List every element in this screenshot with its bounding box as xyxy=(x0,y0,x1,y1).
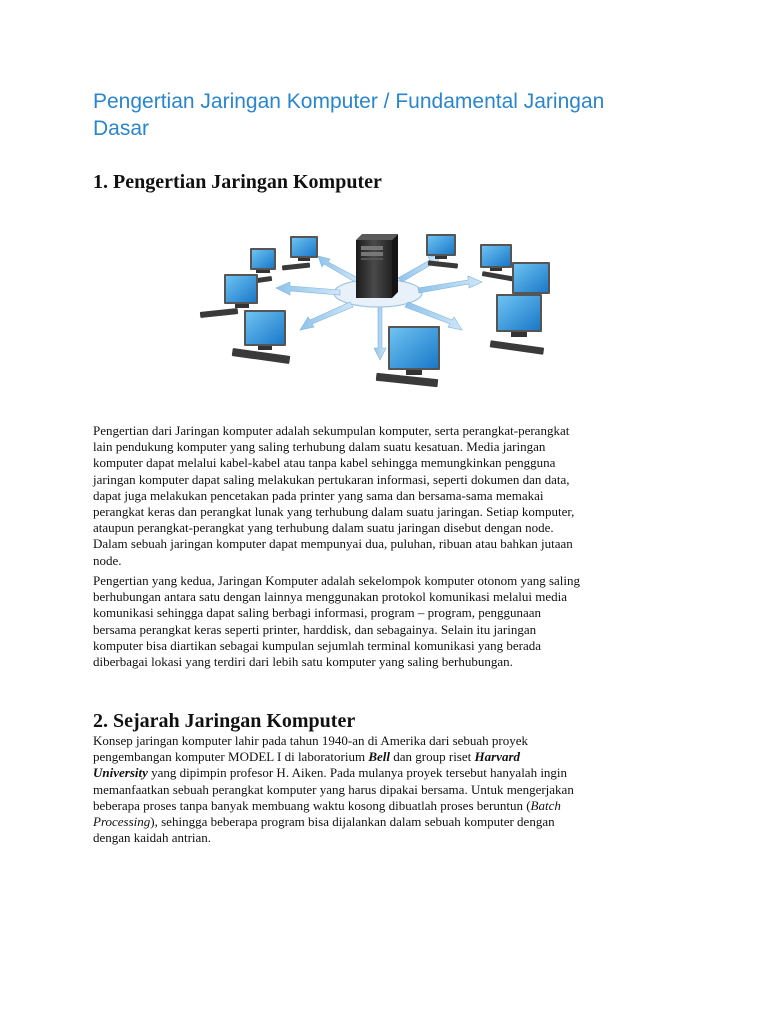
paragraph-line: jaringan komputer dapat saling melakukan pertukaran informasi, seperti dokumen dan data, xyxy=(93,471,570,487)
server-tower-icon xyxy=(356,234,398,298)
paragraph-line: Konsep jaringan komputer lahir pada tahun 1940-an di Amerika dari sebuah proyek xyxy=(93,733,529,748)
text-run: yang dipimpin profesor H. Aiken. Pada mulanya proyek tersebut hanyalah ingin xyxy=(147,765,568,781)
processing-emphasis: Processing xyxy=(93,814,151,830)
section1-paragraph-1 xyxy=(93,423,683,569)
paragraph-line: Dalam sebuah jaringan komputer dapat mempunyai dua, puluhan, ribuan atau bahkan jutaan xyxy=(93,536,573,552)
paragraph-line: node. xyxy=(93,552,122,568)
batch-emphasis: Batch xyxy=(530,797,561,813)
paragraph-line: ataupun perangkat-perangkat yang terhubung dalam suatu jaringan disebut dengan node. xyxy=(93,520,554,536)
section2-paragraph xyxy=(93,733,683,846)
section1-paragraph-2 xyxy=(93,573,683,670)
paragraph-line: diberbagai lokasi yang terdiri dari lebih satu komputer yang saling berhubungan. xyxy=(93,654,513,670)
title-line: Dasar xyxy=(93,117,150,140)
paragraph-line xyxy=(93,814,683,830)
paragraph-line: komputer dapat melalui kabel-kabel atau tanpa kabel sehingga memungkinkan pengguna xyxy=(93,455,556,471)
section-heading-pengertian: 1. Pengertian Jaringan Komputer xyxy=(93,171,382,193)
paragraph-line xyxy=(93,798,683,814)
section-heading-sejarah: 2. Sejarah Jaringan Komputer xyxy=(93,710,356,732)
text-run: dan group riset xyxy=(390,749,475,765)
paragraph-line: dapat juga melakukan pencetakan pada printer yang sama dan bersama-sama memakai xyxy=(93,487,544,503)
text-run: pengembangan komputer MODEL I di laboratorium xyxy=(93,749,369,765)
paragraph-line: Pengertian dari Jaringan komputer adalah sekumpulan komputer, serta perangkat-perangkat xyxy=(93,423,570,438)
paragraph-line: komunikasi sehingga dapat saling berbagi informasi, program – program, penggunaan xyxy=(93,605,542,621)
text-run: beberapa proses tanpa banyak membuang waktu kosong dibuatlah proses beruntun ( xyxy=(93,797,531,813)
harvard-emphasis: Harvard xyxy=(474,749,520,765)
title-line: Pengertian Jaringan Komputer / Fundamental Jaringan xyxy=(93,90,605,113)
document-title xyxy=(93,88,683,142)
paragraph-line xyxy=(93,765,683,781)
paragraph-line: dengan kaidah antrian. xyxy=(93,830,212,846)
university-emphasis: University xyxy=(93,765,148,781)
paragraph-line: lain pendukung komputer yang saling terhubung dalam suatu kesatuan. Media jaringan xyxy=(93,439,546,455)
paragraph-line: memanfaatkan sebuah perangkat komputer yang harus dipakai bersama. Untuk mengerjakan xyxy=(93,781,574,797)
paragraph-line: berhubungan antara satu dengan lainnya menggunakan protokol komunikasi melalui media xyxy=(93,589,568,605)
bell-emphasis: Bell xyxy=(368,749,391,765)
paragraph-line: Pengertian yang kedua, Jaringan Komputer adalah sekelompok komputer otonom yang saling xyxy=(93,573,581,588)
paragraph-line: bersama perangkat keras seperti printer, harddisk, dan sebagainya. Selain itu jaringan xyxy=(93,621,537,637)
paragraph-line: perangkat keras dan perangkat lunak yang terhubung dalam suatu jaringan. Setiap komputer, xyxy=(93,504,575,520)
network-illustration xyxy=(190,218,580,396)
text-run: ), sehingga beberapa program bisa dijalankan dalam sebuah komputer dengan xyxy=(150,814,555,830)
paragraph-line: komputer bisa diartikan sebagai kumpulan sejumlah terminal komunikasi yang berada xyxy=(93,637,542,653)
paragraph-line xyxy=(93,749,683,765)
